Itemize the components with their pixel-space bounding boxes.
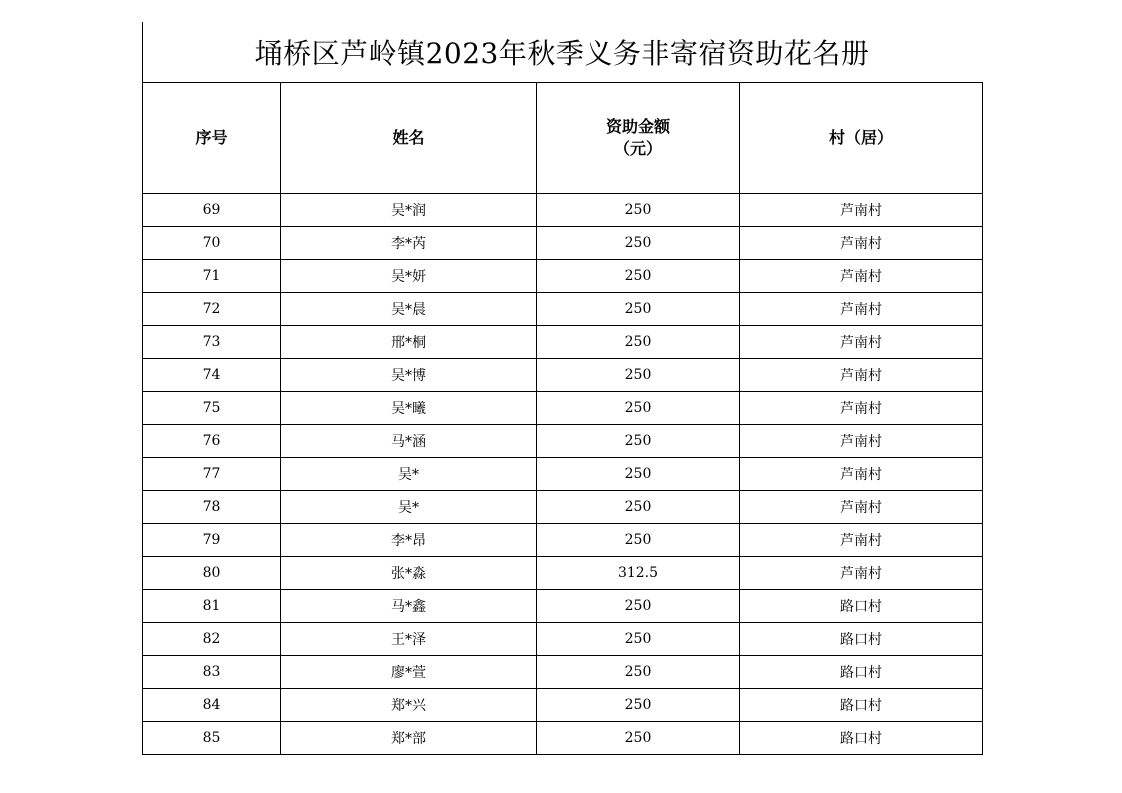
cell-amount: 250 xyxy=(537,524,740,557)
cell-name: 马*涵 xyxy=(281,425,537,458)
table-header-row xyxy=(143,83,983,194)
cell-name: 王*泽 xyxy=(281,623,537,656)
cell-index: 73 xyxy=(143,326,281,359)
cell-amount: 250 xyxy=(537,392,740,425)
cell-name: 廖*萱 xyxy=(281,656,537,689)
cell-amount: 312.5 xyxy=(537,557,740,590)
header-amount-label: 资助金额 xyxy=(605,117,670,136)
cell-village: 芦南村 xyxy=(740,260,983,293)
cell-amount: 250 xyxy=(537,227,740,260)
cell-amount: 250 xyxy=(537,590,740,623)
table-row xyxy=(143,392,983,425)
cell-index: 83 xyxy=(143,656,281,689)
cell-village: 芦南村 xyxy=(740,326,983,359)
table-row xyxy=(143,491,983,524)
table-row xyxy=(143,656,983,689)
header-amount-unit: （元） xyxy=(613,139,662,158)
cell-amount: 250 xyxy=(537,194,740,227)
table-row xyxy=(143,524,983,557)
table-row xyxy=(143,227,983,260)
cell-index: 76 xyxy=(143,425,281,458)
cell-name: 吴*晨 xyxy=(281,293,537,326)
cell-village: 芦南村 xyxy=(740,491,983,524)
cell-village: 芦南村 xyxy=(740,194,983,227)
cell-amount: 250 xyxy=(537,689,740,722)
cell-index: 84 xyxy=(143,689,281,722)
cell-index: 70 xyxy=(143,227,281,260)
table-row xyxy=(143,293,983,326)
cell-index: 71 xyxy=(143,260,281,293)
cell-village: 路口村 xyxy=(740,590,983,623)
cell-name: 邢*桐 xyxy=(281,326,537,359)
table-row xyxy=(143,260,983,293)
table-row xyxy=(143,557,983,590)
table-row xyxy=(143,458,983,491)
cell-index: 82 xyxy=(143,623,281,656)
header-amount xyxy=(537,83,740,194)
cell-index: 77 xyxy=(143,458,281,491)
cell-name: 吴*博 xyxy=(281,359,537,392)
cell-village: 芦南村 xyxy=(740,227,983,260)
cell-amount: 250 xyxy=(537,260,740,293)
page-title: 埇桥区芦岭镇2023年秋季义务非寄宿资助花名册 xyxy=(254,37,870,70)
cell-amount: 250 xyxy=(537,623,740,656)
cell-name: 吴*妍 xyxy=(281,260,537,293)
cell-village: 芦南村 xyxy=(740,425,983,458)
cell-index: 69 xyxy=(143,194,281,227)
cell-village: 路口村 xyxy=(740,623,983,656)
cell-amount: 250 xyxy=(537,293,740,326)
table-row xyxy=(143,590,983,623)
cell-index: 81 xyxy=(143,590,281,623)
cell-village: 路口村 xyxy=(740,689,983,722)
cell-index: 74 xyxy=(143,359,281,392)
cell-name: 李*芮 xyxy=(281,227,537,260)
cell-index: 72 xyxy=(143,293,281,326)
cell-index: 80 xyxy=(143,557,281,590)
cell-amount: 250 xyxy=(537,656,740,689)
table-row xyxy=(143,326,983,359)
cell-amount: 250 xyxy=(537,359,740,392)
table-row xyxy=(143,623,983,656)
cell-name: 吴*润 xyxy=(281,194,537,227)
table-row xyxy=(143,194,983,227)
roster-table xyxy=(142,82,983,755)
cell-name: 吴* xyxy=(281,491,537,524)
cell-village: 芦南村 xyxy=(740,557,983,590)
table-row xyxy=(143,689,983,722)
cell-name: 郑*部 xyxy=(281,722,537,755)
cell-amount: 250 xyxy=(537,458,740,491)
cell-village: 芦南村 xyxy=(740,392,983,425)
cell-name: 郑*兴 xyxy=(281,689,537,722)
table-row xyxy=(143,425,983,458)
cell-amount: 250 xyxy=(537,722,740,755)
cell-name: 吴* xyxy=(281,458,537,491)
cell-amount: 250 xyxy=(537,425,740,458)
cell-name: 马*鑫 xyxy=(281,590,537,623)
cell-village: 芦南村 xyxy=(740,293,983,326)
cell-village: 路口村 xyxy=(740,656,983,689)
cell-name: 张*淼 xyxy=(281,557,537,590)
cell-index: 79 xyxy=(143,524,281,557)
cell-index: 78 xyxy=(143,491,281,524)
cell-village: 芦南村 xyxy=(740,458,983,491)
cell-village: 路口村 xyxy=(740,722,983,755)
cell-amount: 250 xyxy=(537,326,740,359)
cell-village: 芦南村 xyxy=(740,359,983,392)
cell-index: 85 xyxy=(143,722,281,755)
header-village: 村（居） xyxy=(740,83,983,194)
table-body xyxy=(143,194,983,755)
header-index: 序号 xyxy=(143,83,281,194)
cell-village: 芦南村 xyxy=(740,524,983,557)
header-name: 姓名 xyxy=(281,83,537,194)
table-row xyxy=(143,722,983,755)
cell-index: 75 xyxy=(143,392,281,425)
cell-name: 吴*曦 xyxy=(281,392,537,425)
cell-amount: 250 xyxy=(537,491,740,524)
cell-name: 李*昂 xyxy=(281,524,537,557)
table-row xyxy=(143,359,983,392)
